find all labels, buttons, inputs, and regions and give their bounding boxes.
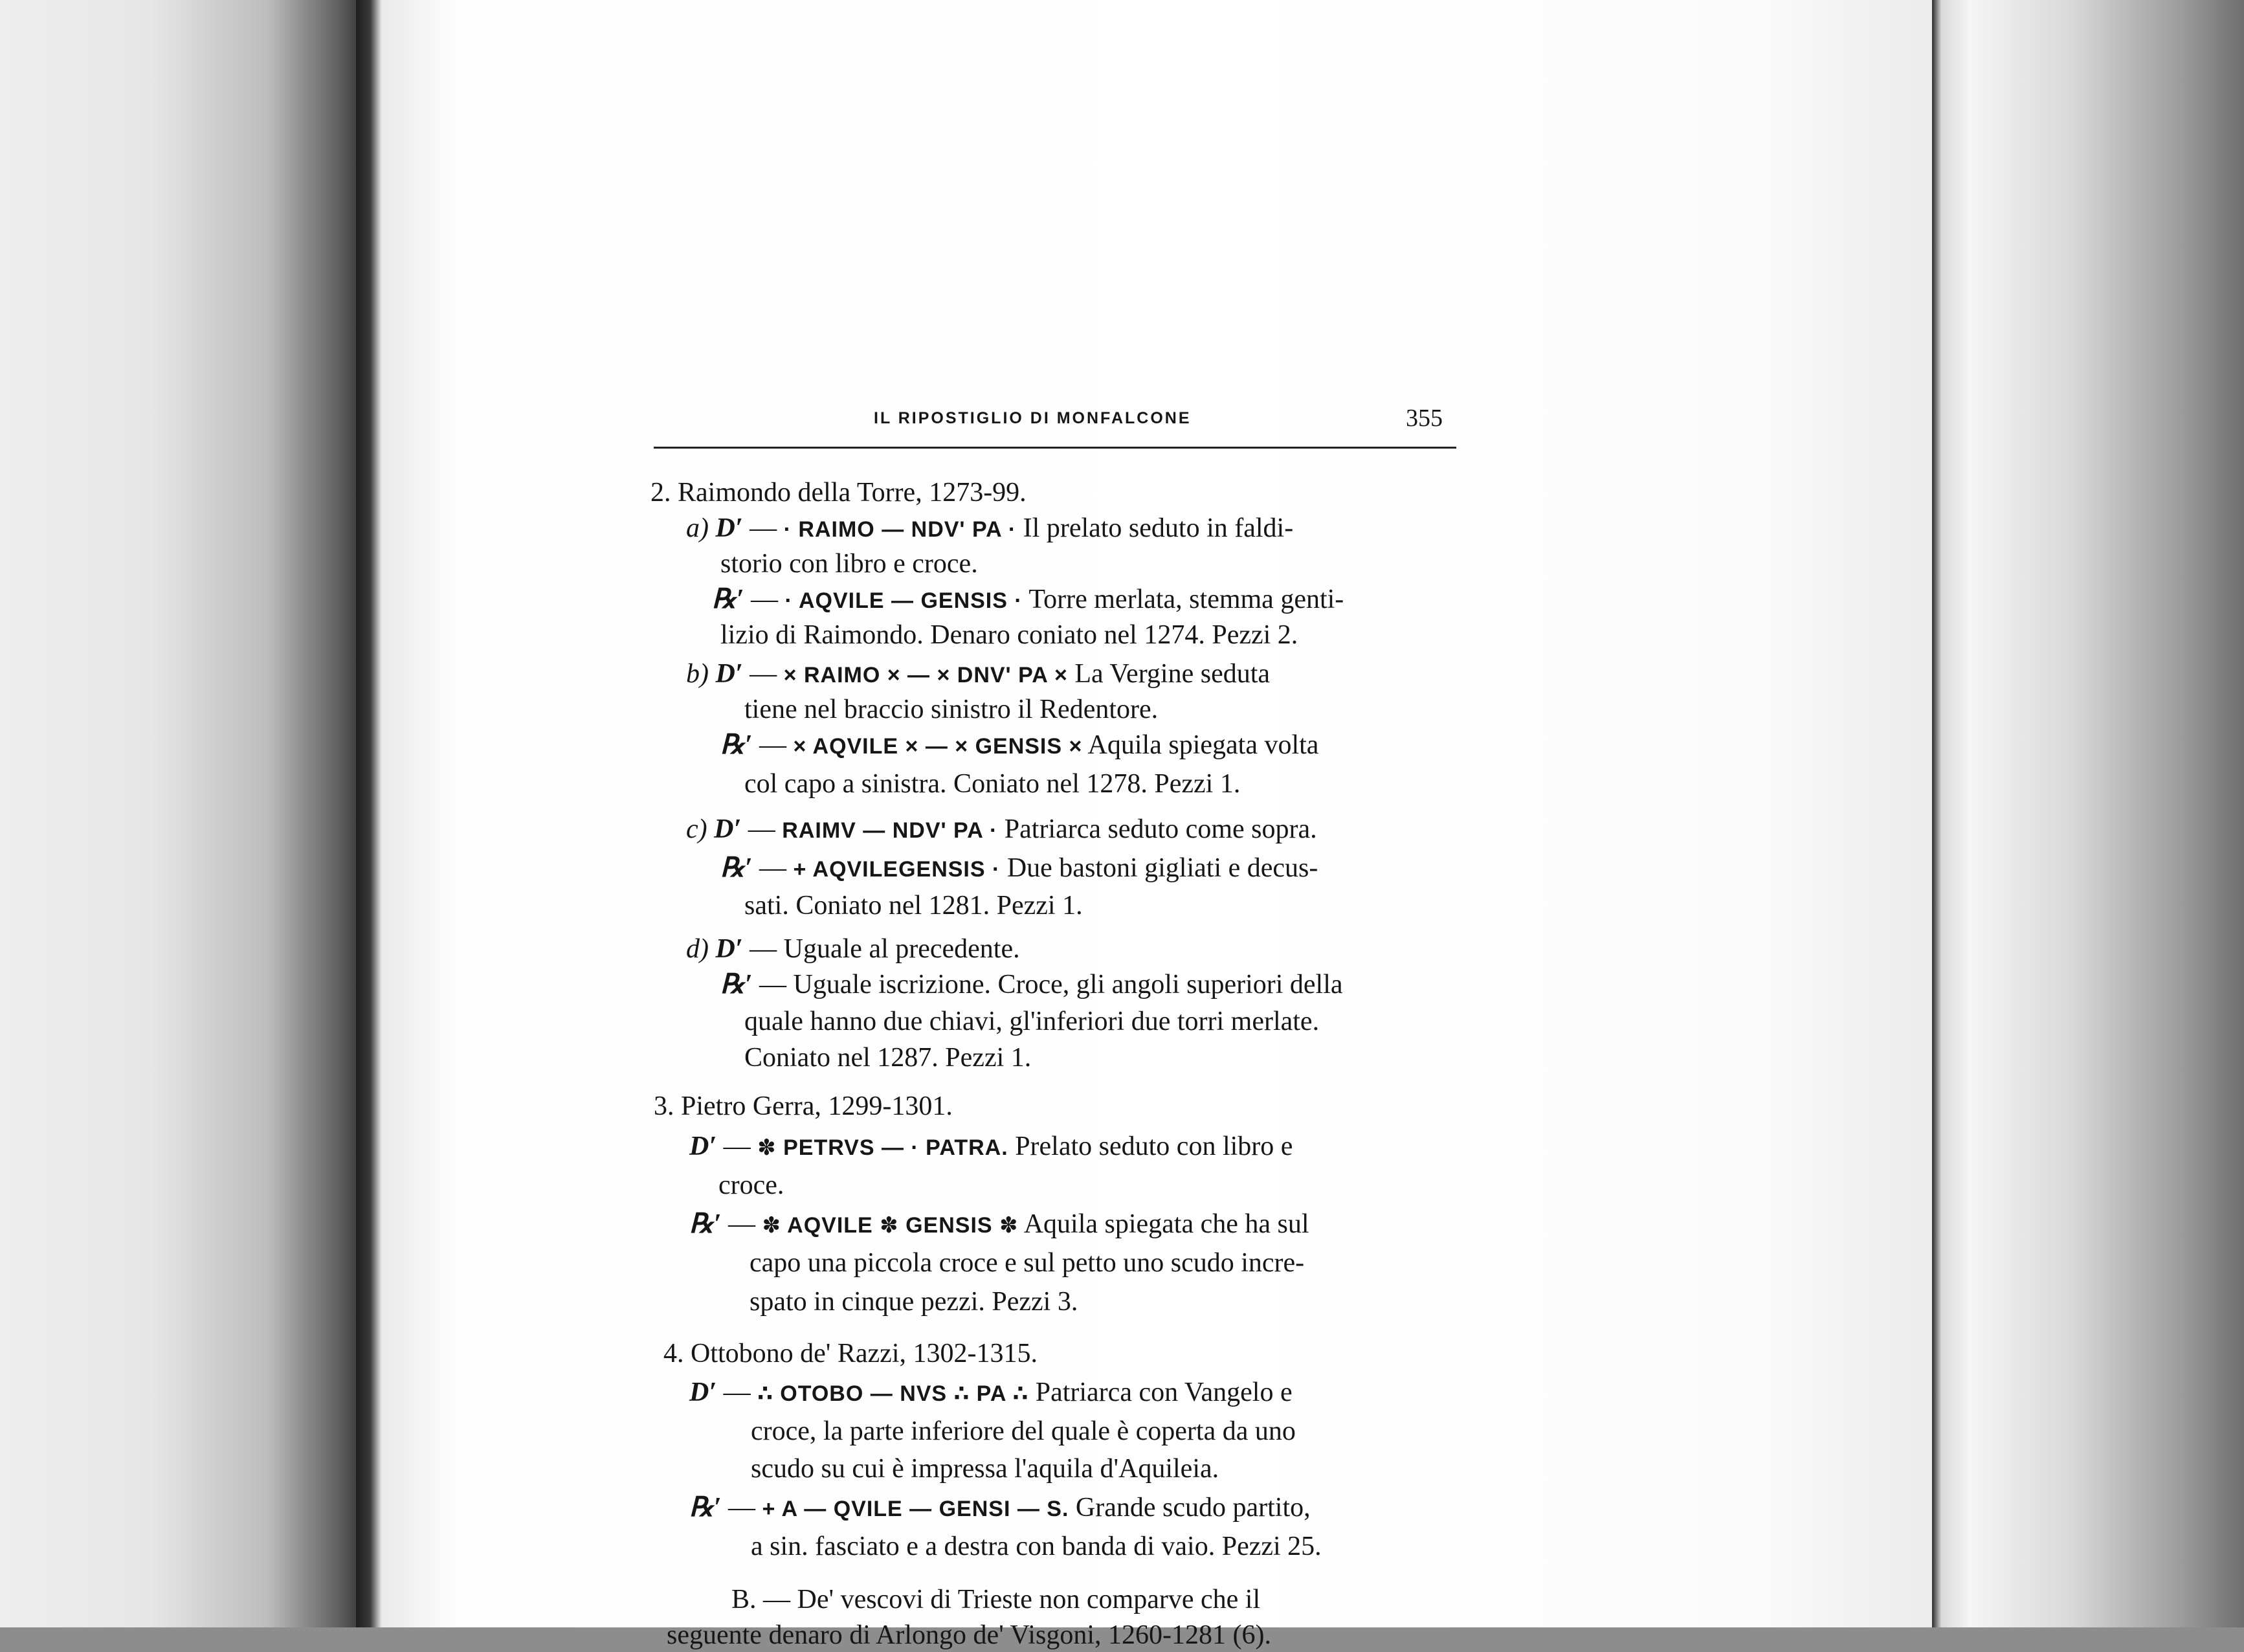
coin-legend: · RAIMO — NDV' PA ·	[783, 517, 1017, 542]
text-run: 4. Ottobono de' Razzi, 1302-1315.	[663, 1339, 1038, 1368]
text-line	[689, 1207, 1309, 1242]
coin-side-symbol: D′	[689, 1132, 724, 1161]
text-run: —	[748, 814, 783, 844]
text-run: seguente denaro di Arlongo de' Visgoni, 1260-1281 (6).	[667, 1620, 1271, 1650]
coin-side-symbol: ℞′	[689, 1493, 728, 1523]
coin-legend: × AQVILE × — × GENSIS ×	[793, 734, 1083, 759]
text-run: non comparve che il	[1032, 1585, 1261, 1614]
text-line	[667, 1618, 1271, 1652]
running-header: IL RIPOSTIGLIO DI MONFALCONE	[874, 409, 1192, 427]
text-line	[654, 1089, 953, 1123]
coin-side-symbol: D′	[715, 513, 750, 543]
coin-legend: × RAIMO × — × DNV' PA ×	[783, 663, 1068, 687]
text-line	[686, 932, 1020, 966]
text-line	[718, 1168, 784, 1202]
text-line	[689, 1376, 1293, 1411]
text-run: 2. Raimondo della Torre, 1273-99.	[650, 478, 1027, 508]
text-run: quale hanno due chiavi, gl'inferiori due torri merlate.	[744, 1007, 1320, 1036]
text-run: spato in cinque pezzi. Pezzi 3.	[750, 1287, 1078, 1317]
coin-side-symbol: D′	[689, 1378, 724, 1407]
text-line	[689, 1491, 1311, 1526]
text-line	[744, 1041, 1031, 1075]
coin-side-symbol: ℞′	[689, 1209, 728, 1239]
text-run: c)	[686, 814, 715, 844]
text-line	[686, 657, 1270, 692]
text-line	[744, 889, 1083, 922]
text-run: B. — De'	[731, 1585, 841, 1614]
text-run: Aquila spiegata che ha sul	[1018, 1209, 1309, 1239]
page-number: 355	[1406, 405, 1443, 432]
text-run: —	[728, 1209, 762, 1239]
text-run: —	[723, 1132, 758, 1161]
text-run: —	[723, 1378, 758, 1407]
coin-legend: RAIMV — NDV' PA ·	[782, 818, 998, 843]
text-line	[686, 511, 1293, 546]
text-run: —	[759, 853, 794, 883]
coin-side-symbol: ℞′	[720, 730, 759, 760]
text-run: —	[728, 1493, 762, 1523]
text-line	[731, 1583, 1260, 1616]
coin-legend: + AQVILEGENSIS ·	[793, 857, 1001, 882]
coin-side-symbol: ℞′	[720, 970, 759, 999]
text-line	[720, 968, 1343, 1001]
coin-side-symbol: ℞′	[720, 853, 759, 883]
text-run: col capo a sinistra. Coniato nel 1278. Pezzi 1.	[744, 769, 1241, 799]
text-line	[751, 1530, 1322, 1563]
coin-legend: ✽ PETRVS — · PATRA.	[757, 1135, 1008, 1160]
coin-side-symbol: D′	[714, 814, 748, 844]
text-run: 3. Pietro Gerra, 1299-1301.	[654, 1091, 953, 1121]
left-page	[0, 0, 372, 1627]
coin-legend: ∴ OTOBO — NVS ∴ PA ∴	[757, 1381, 1029, 1406]
text-line	[720, 728, 1318, 763]
text-line	[686, 812, 1317, 847]
coin-legend: ✽ AQVILE ✽ GENSIS ✽	[762, 1213, 1019, 1238]
text-run: a sin. fasciato e a destra con banda di vaio. Pezzi 25.	[751, 1532, 1322, 1561]
text-run: scudo su cui è impressa l'aquila d'Aquileia.	[751, 1454, 1219, 1484]
text-run: storio con libro e croce.	[720, 549, 978, 579]
text-run: Patriarca con Vangelo e	[1028, 1378, 1293, 1407]
text-run: tiene nel braccio sinistro il Redentore.	[744, 695, 1159, 724]
text-run: sati. Coniato nel 1281. Pezzi 1.	[744, 891, 1083, 921]
text-line	[712, 583, 1344, 618]
text-run: Coniato nel 1287. Pezzi 1.	[744, 1043, 1032, 1073]
text-run: Il prelato seduto in faldi-	[1016, 513, 1294, 543]
text-line	[751, 1414, 1296, 1448]
text-run: croce, la parte inferiore del quale è coperta da uno	[751, 1416, 1296, 1446]
text-line	[744, 693, 1158, 726]
text-run: — Uguale al precedente.	[750, 934, 1020, 964]
text-run: Patriarca seduto come sopra.	[997, 814, 1317, 844]
text-run: —	[759, 730, 794, 760]
book-gutter	[356, 0, 382, 1627]
text-line	[750, 1285, 1078, 1319]
coin-side-symbol: D′	[715, 934, 750, 964]
text-run: d)	[686, 934, 716, 964]
coin-legend: · AQVILE — GENSIS ·	[784, 588, 1023, 613]
header-rule	[654, 447, 1456, 449]
text-run: b)	[686, 659, 716, 689]
text-run: Grande scudo partito,	[1069, 1493, 1311, 1523]
text-run: vescovi di Trieste	[840, 1585, 1032, 1614]
text-run: Due bastoni gigliati e decus-	[1000, 853, 1318, 883]
text-run: a)	[686, 513, 716, 543]
text-line	[744, 767, 1240, 801]
text-run: capo una piccola croce e sul petto uno scudo incre-	[750, 1248, 1305, 1278]
text-line	[720, 618, 1298, 652]
text-run: —	[750, 659, 784, 689]
text-line	[650, 476, 1027, 509]
text-run: La Vergine seduta	[1067, 659, 1271, 689]
coin-side-symbol: ℞′	[712, 585, 751, 614]
text-run: —	[750, 513, 784, 543]
text-run: Prelato seduto con libro e	[1008, 1132, 1293, 1161]
coin-side-symbol: D′	[715, 659, 750, 689]
text-run: Aquila spiegata volta	[1082, 730, 1319, 760]
text-run: croce.	[718, 1170, 784, 1200]
text-line	[663, 1337, 1038, 1370]
text-run: — Uguale iscrizione. Croce, gli angoli superiori della	[759, 970, 1343, 999]
coin-legend: + A — QVILE — GENSI — S.	[762, 1497, 1069, 1521]
text-line	[751, 1452, 1219, 1486]
text-line	[744, 1005, 1319, 1038]
text-run: Torre merlata, stemma genti-	[1022, 585, 1344, 614]
text-run: —	[750, 585, 785, 614]
text-line	[750, 1246, 1304, 1280]
text-line	[689, 1130, 1293, 1165]
page-edges	[1932, 0, 2244, 1627]
text-run: lizio di Raimondo. Denaro coniato nel 1274. Pezzi 2.	[720, 620, 1298, 650]
text-line	[720, 851, 1318, 886]
text-line	[720, 547, 978, 581]
